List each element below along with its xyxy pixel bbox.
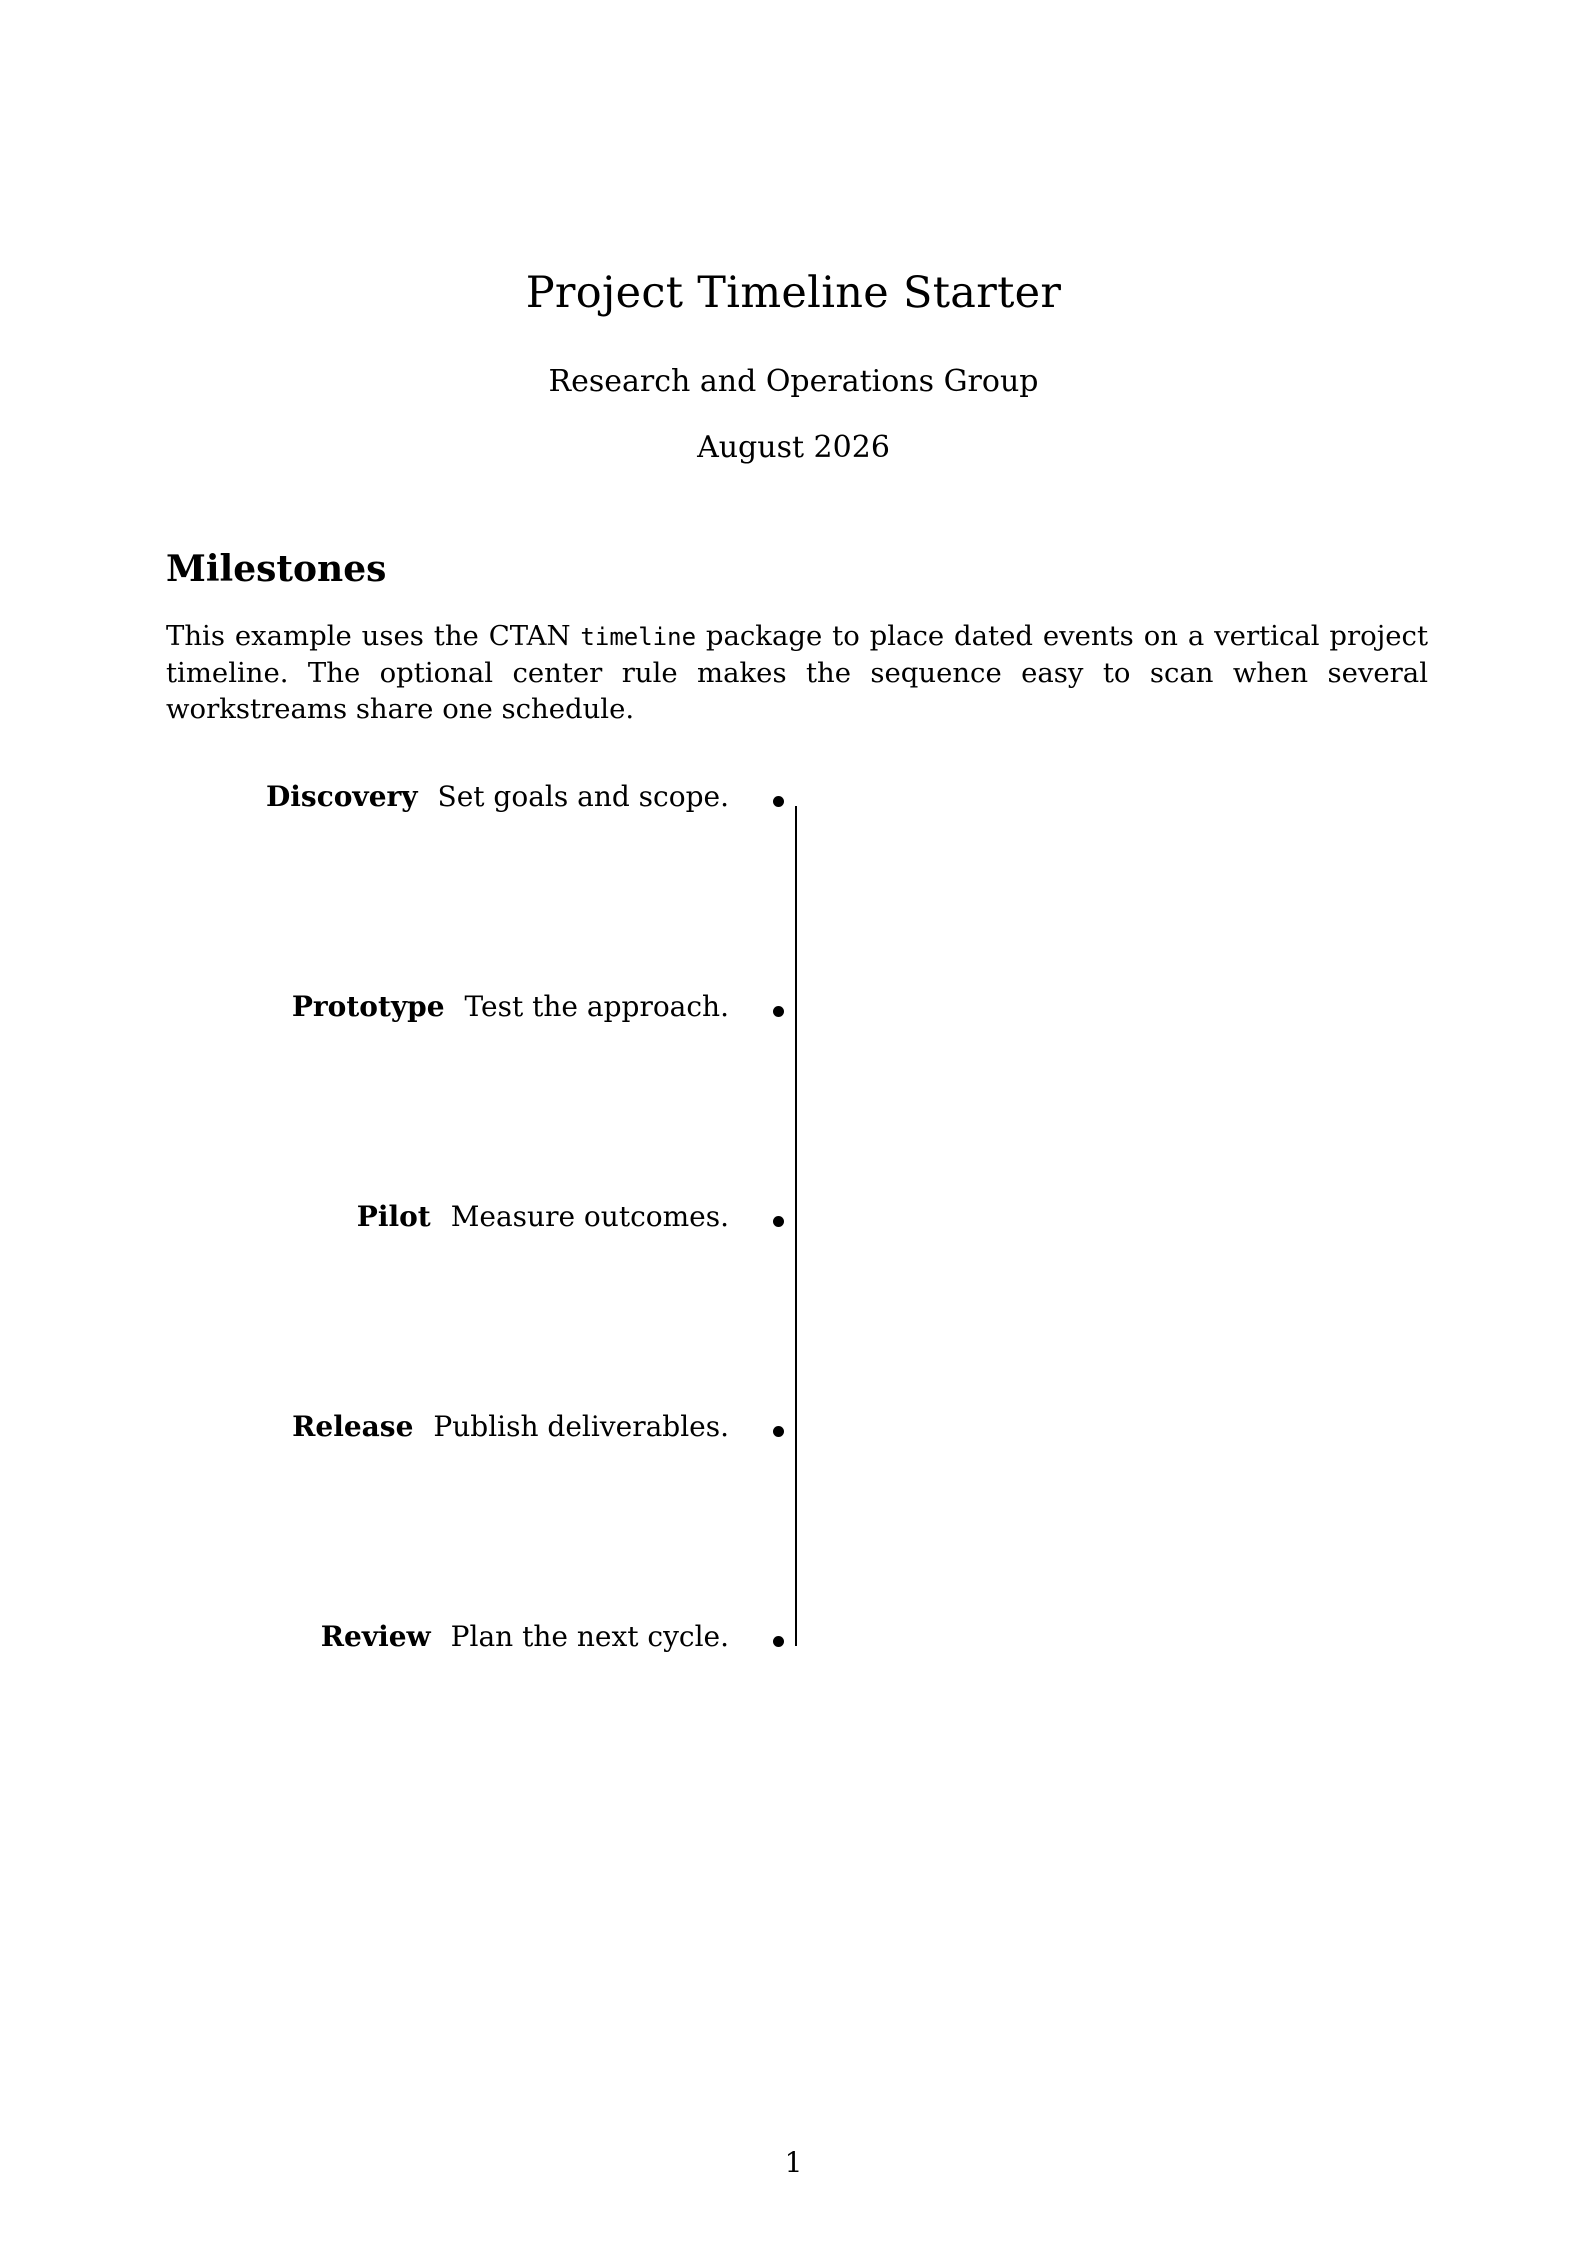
- document-title: Project Timeline Starter: [525, 268, 1062, 318]
- timeline-event-name: Release: [292, 1410, 414, 1443]
- timeline-center-rule: [795, 806, 797, 1646]
- timeline-event-prototype: [292, 990, 729, 1030]
- timeline-event-description: Test the approach.: [464, 990, 729, 1023]
- document-date: August 2026: [697, 430, 890, 465]
- timeline-event-description: Measure outcomes.: [450, 1200, 729, 1233]
- timeline-dot: [773, 1216, 784, 1227]
- page-number: 1: [784, 2146, 803, 2179]
- paragraph-code-package: timeline: [580, 623, 697, 651]
- timeline-event-name: Discovery: [266, 780, 418, 813]
- timeline-event-pilot: [357, 1200, 729, 1240]
- timeline-event-name: Pilot: [356, 1200, 431, 1233]
- paragraph-text-start: This example uses the CTAN: [166, 620, 581, 652]
- timeline-dot: [773, 1006, 784, 1017]
- timeline-event-review: [321, 1620, 729, 1660]
- timeline-event-description: Publish deliverables.: [433, 1410, 729, 1443]
- timeline-event-name: Prototype: [291, 990, 445, 1023]
- document-author: Research and Operations Group: [548, 364, 1039, 399]
- section-heading: Milestones: [166, 548, 387, 590]
- timeline-event-description: Set goals and scope.: [437, 780, 729, 813]
- paragraph-text-end: package to place dated events on a vertical project timeline. The optional center rule makes the sequence easy to scan when several workstreams share one schedule.: [166, 620, 1428, 725]
- timeline-dot: [773, 1426, 784, 1437]
- timeline-dot: [773, 1636, 784, 1647]
- timeline-event-name: Review: [320, 1620, 431, 1653]
- timeline-dot: [773, 796, 784, 807]
- timeline-event-discovery: [266, 780, 729, 820]
- timeline-event-release: [292, 1410, 729, 1450]
- timeline-event-description: Plan the next cycle.: [450, 1620, 729, 1653]
